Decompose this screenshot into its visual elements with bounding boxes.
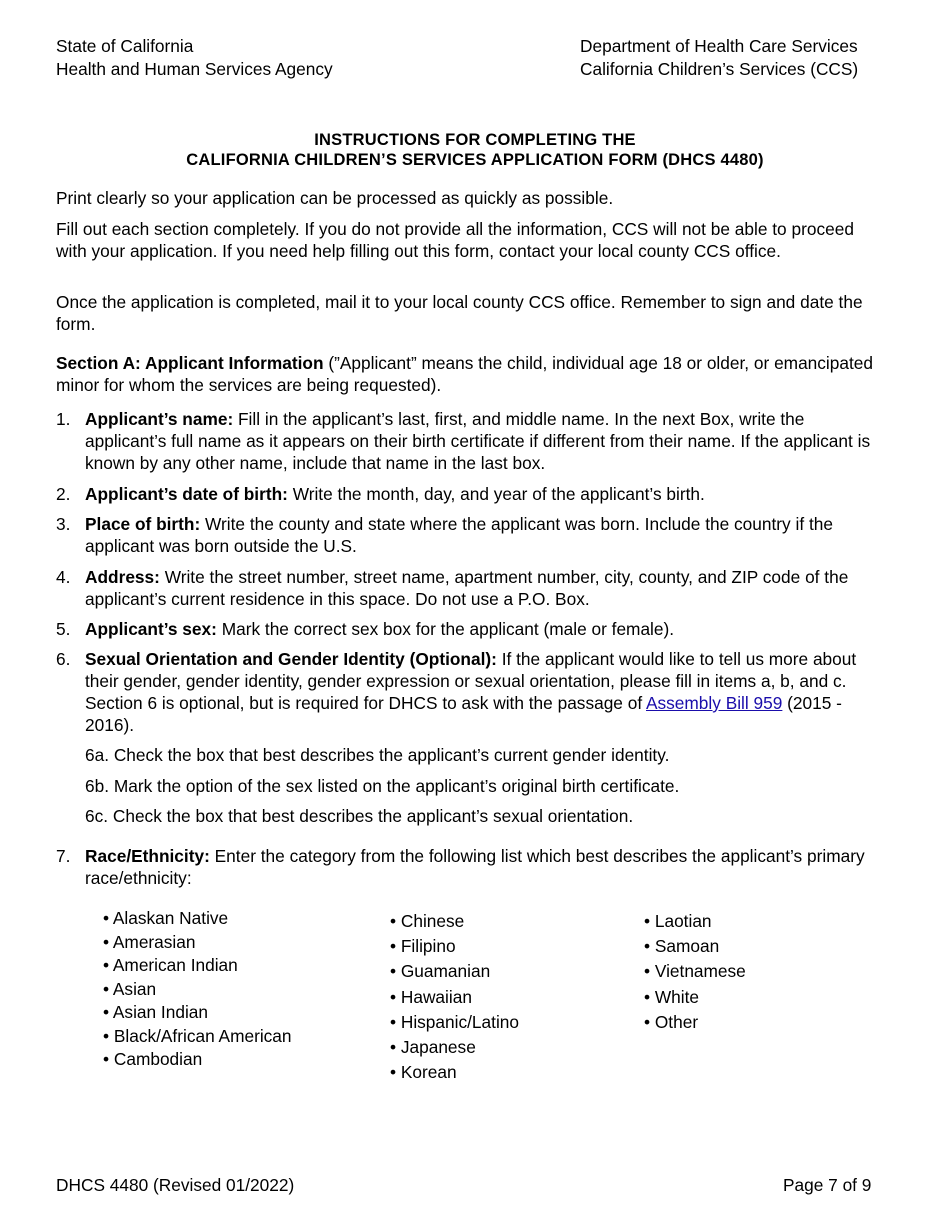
list-item: • Hispanic/Latino [390, 1011, 520, 1032]
list-item: • Other [644, 1011, 699, 1032]
list-item: • Filipino [390, 936, 456, 957]
item-address [85, 566, 890, 610]
list-item: • Chinese [390, 911, 465, 931]
item-label: Applicant’s sex: [85, 619, 217, 639]
race-list-column-3 [644, 909, 746, 1035]
list-item: • Asian Indian [103, 1002, 209, 1022]
section-a-intro [56, 352, 886, 396]
title-line-2: CALIFORNIA CHILDREN’S SERVICES APPLICATION FORM (DHCS 4480) [186, 151, 764, 169]
assembly-bill-959-link[interactable]: Assembly Bill 959 [645, 693, 783, 713]
form-identifier: DHCS 4480 (Revised 01/2022) [56, 1175, 295, 1195]
page-title [0, 130, 950, 170]
list-item: • American Indian [103, 955, 238, 975]
item-number: 1. [56, 409, 71, 429]
intro-paragraph-1: Print clearly so your application can be processed as quickly as possible. [56, 188, 614, 208]
list-item: • Vietnamese [644, 961, 746, 982]
list-item: • Amerasian [103, 931, 196, 952]
item-label: Address: [85, 567, 160, 587]
item-text: Fill in the applicant’s last, first, and middle name. In the next Box, write the applicant’s full name as it appears on their birth certificate if different from their name. If the applicant is known by any other name, include that name in the last box. [85, 409, 871, 473]
list-item: • Laotian [644, 911, 712, 931]
item-text: Write the month, day, and year of the applicant’s birth. [287, 484, 705, 504]
item-text-after: (2015 - 2016). [85, 693, 842, 735]
item-applicant-name [85, 408, 890, 474]
item-number: 7. [56, 846, 71, 866]
list-item: • White [644, 986, 700, 1007]
item-number: 2. [56, 484, 71, 504]
item-number: 5. [56, 619, 71, 639]
item-label: Applicant’s name: [85, 409, 234, 429]
title-line-1: INSTRUCTIONS FOR COMPLETING THE [314, 131, 636, 149]
list-item: • Japanese [390, 1037, 476, 1058]
subitem-6c: 6c. Check the box that best describes the applicant’s sexual orientation. [85, 806, 634, 826]
list-item: • Cambodian [103, 1049, 203, 1069]
list-item: • Korean [390, 1062, 457, 1083]
agency-state: State of California [56, 36, 194, 56]
item-text: Write the county and state where the applicant was born. Include the country if the applicant was born outside the U.S. [85, 514, 833, 556]
list-item: • Asian [103, 978, 157, 999]
item-number: 6. [56, 649, 71, 669]
item-text: Enter the category from the following list which best describes the applicant’s primary race/ethnicity: [85, 846, 865, 888]
list-item: • Alaskan Native [103, 908, 229, 928]
list-item: • Black/African American [103, 1025, 292, 1046]
list-item: • Hawaiian [390, 986, 472, 1007]
item-label: Place of birth: [85, 514, 201, 534]
intro-paragraph-2: Fill out each section completely. If you do not provide all the information, CCS will not be able to proceed with your application. If you need help filling out this form, contact your local county CCS office. [56, 219, 854, 261]
page-number: Page 7 of 9 [783, 1175, 872, 1195]
item-text: Write the street number, street name, apartment number, city, county, and ZIP code of the applicant’s current residence in this space. Do not use a P.O. Box. [85, 567, 849, 609]
subitem-6a: 6a. Check the box that best describes the applicant’s current gender identity. [85, 745, 670, 765]
item-label: Race/Ethnicity: [85, 846, 210, 866]
item-place-of-birth [85, 513, 890, 557]
subitem-6b: 6b. Mark the option of the sex listed on the applicant’s original birth certificate. [85, 776, 680, 796]
item-label: Applicant’s date of birth: [85, 484, 288, 504]
section-a-heading: Section A: Applicant Information [56, 353, 324, 373]
program-name: California Children’s Services (CCS) [580, 59, 859, 79]
list-item: • Samoan [644, 936, 720, 957]
section-a-text: (”Applicant” means the child, individual age 18 or older, or emancipated minor for whom the services are being requested). [56, 353, 874, 395]
item-number: 3. [56, 514, 71, 534]
item-label: Sexual Orientation and Gender Identity (Optional): [85, 649, 497, 669]
item-date-of-birth [85, 483, 890, 505]
item-race-ethnicity [85, 845, 890, 889]
list-item: • Guamanian [390, 961, 491, 982]
race-list-column-2 [390, 909, 519, 1085]
header-left [56, 35, 333, 81]
race-list-column-1 [103, 907, 292, 1072]
item-sogi [85, 648, 890, 736]
item-text: Mark the correct sex box for the applicant (male or female). [216, 619, 675, 639]
header-right [580, 35, 858, 81]
item-applicant-sex [85, 618, 890, 640]
intro-paragraph-3: Once the application is completed, mail it to your local county CCS office. Remember to sign and date the form. [56, 292, 863, 334]
department-name: Department of Health Care Services [580, 36, 858, 56]
item-text: If the applicant would like to tell us more about their gender, gender identity, gender expression or sexual orientation, please fill in items a, b, and c. Section 6 is optional, but is required for DHCS to ask with the passage of [85, 649, 857, 713]
agency-name: Health and Human Services Agency [56, 59, 333, 79]
item-number: 4. [56, 567, 71, 587]
